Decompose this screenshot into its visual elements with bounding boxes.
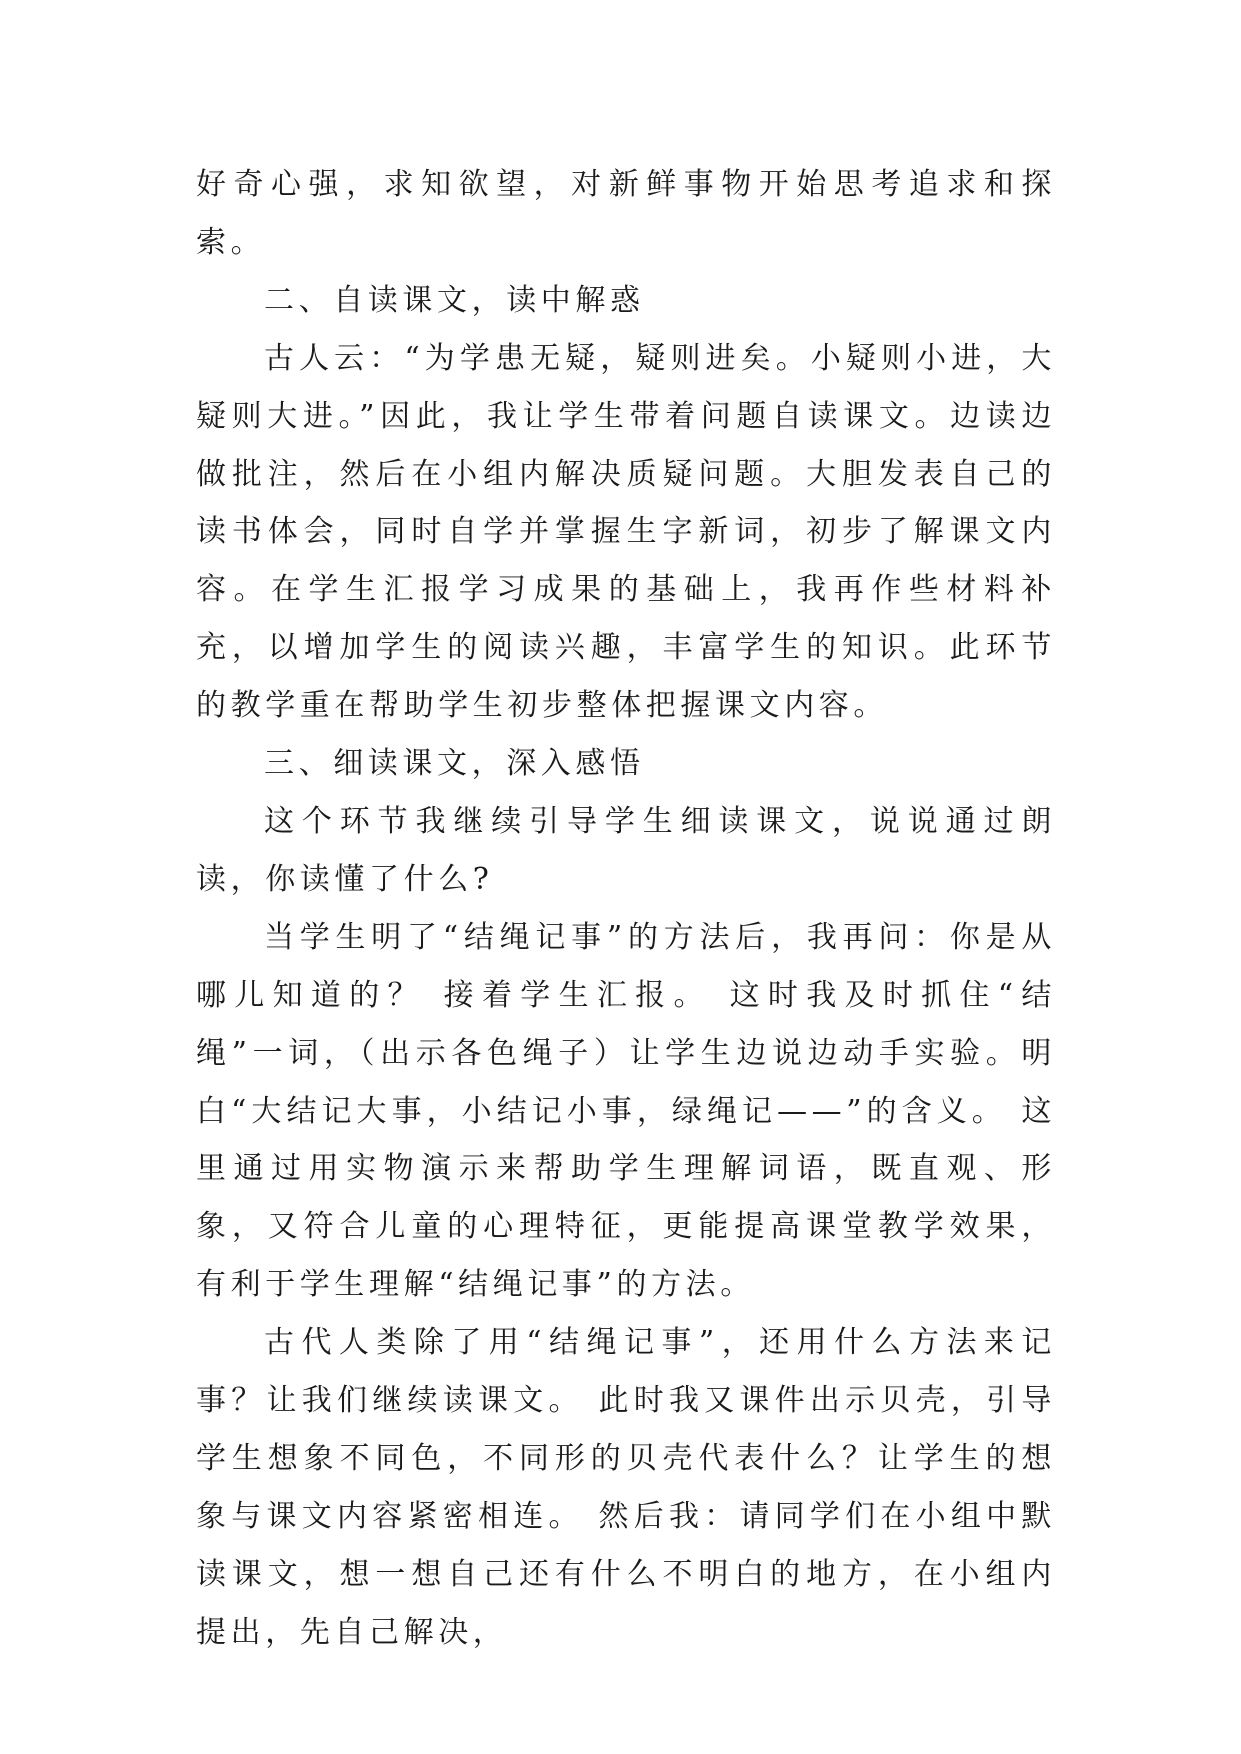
document-body <box>196 156 1056 1662</box>
paragraph-1: 好奇心强，求知欲望，对新鲜事物开始思考追求和探索。 <box>196 167 1056 260</box>
paragraph-5: 这个环节我继续引导学生细读课文，说说通过朗读，你读懂了什么? <box>196 803 1056 897</box>
paragraph-3: 古人云：“为学患无疑，疑则进矣。小疑则小进，大疑则大进。”因此，我让学生带着问题自读课文。边读边做批注，然后在小组内解决质疑问题。大胆发表自己的读书体会，同时自学并掌握生字新词，初步了解课文内容。在学生汇报学习成果的基础上，我再作些材料补充，以增加学生的阅读兴趣，丰富学生的知识。此环节的教学重在帮助学生初步整体把握课文内容。 <box>196 340 1056 724</box>
section-heading-3: 三、细读课文，深入感悟 <box>264 746 645 782</box>
paragraph-7: 古代人类除了用“结绳记事”，还用什么方法来记事？让我们继续读课文。 此时我又课件出示贝壳，引导学生想象不同色，不同形的贝壳代表什么？让学生的想象与课文内容紧密相连。 然后我：请同学们在小组中默读课文，想一想自己还有什么不明白的地方，在小组内提出，先自己解决， <box>196 1325 1056 1650</box>
section-heading-2: 二、自读课文，读中解惑 <box>264 282 645 318</box>
paragraph-6: 当学生明了“结绳记事”的方法后，我再问：你是从哪儿知道的？ 接着学生汇报。 这时我及时抓住“结绳”一词，（出示各色绳子）让学生边说边动手实验。明白“大结记大事，小结记小事，绿绳记——”的含义。 这里通过用实物演示来帮助学生理解词语，既直观、形象，又符合儿童的心理特征，更能提高课堂教学效果，有利于学生理解“结绳记事”的方法。 <box>196 919 1056 1303</box>
